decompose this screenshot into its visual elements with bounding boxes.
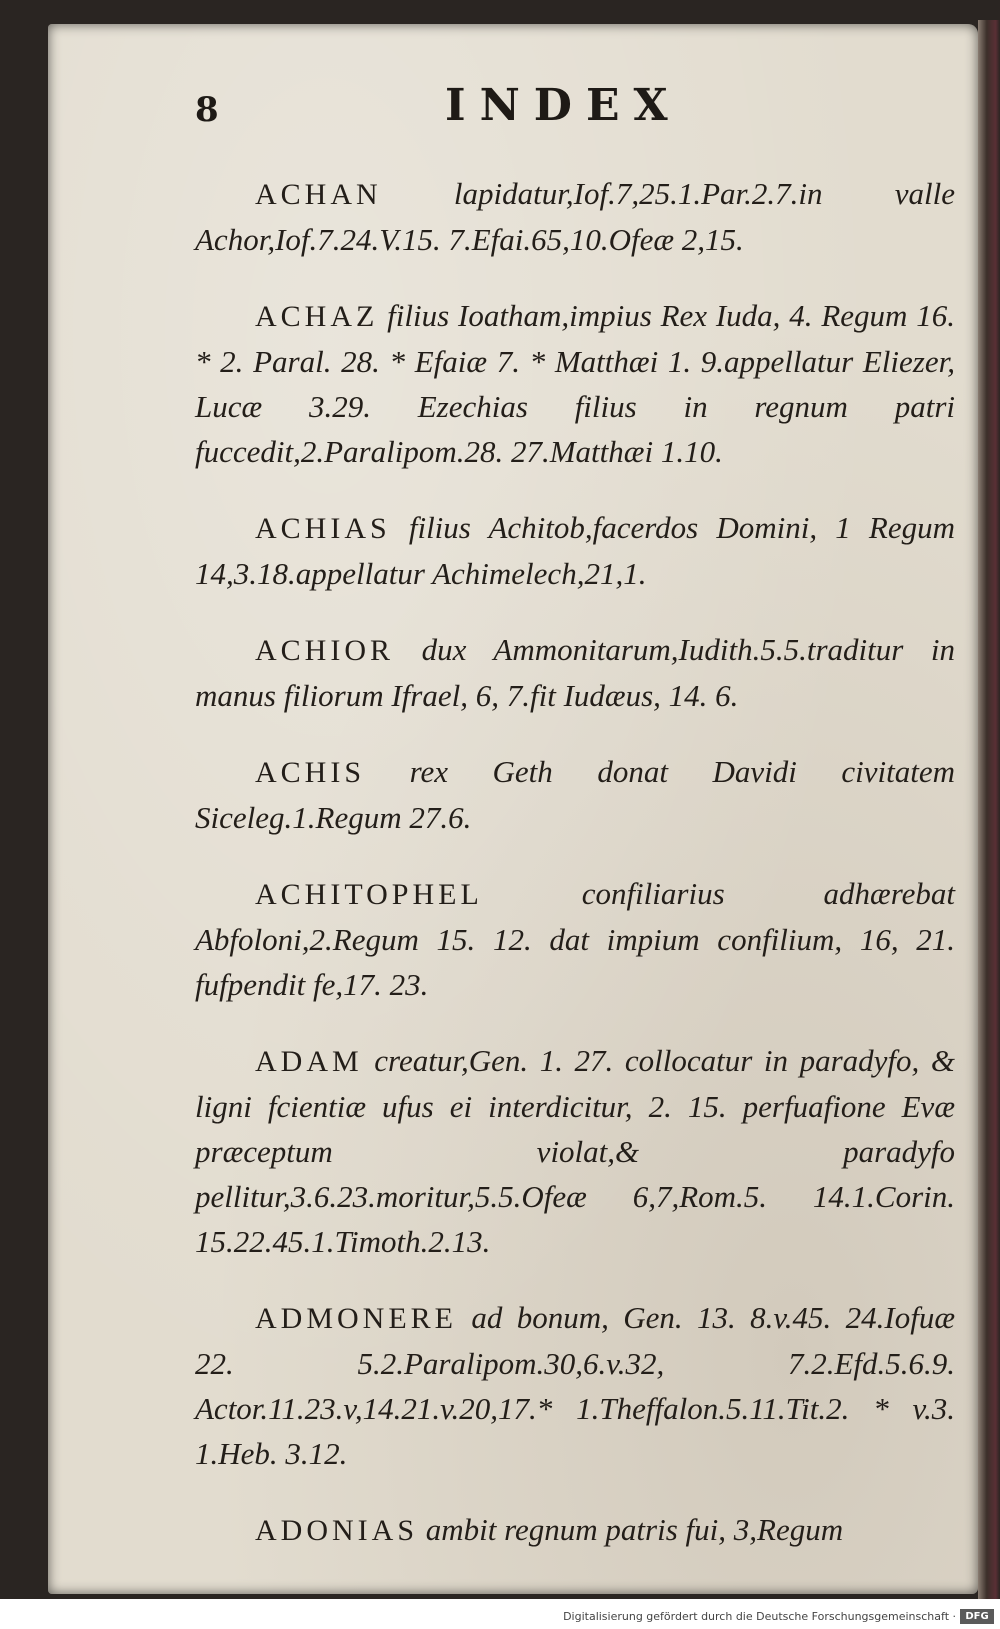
dfg-logo: DFG — [960, 1609, 994, 1624]
index-entries — [195, 140, 955, 1563]
index-entry — [195, 749, 955, 840]
entry-text: lapidatur,Iof.7,25.1.Par.2.7.in valle Achor,Iof.7.24.V.15. 7.Efai.65,10.Ofeæ 2,15. — [195, 176, 955, 257]
entry-head: ACHAZ — [255, 300, 379, 333]
entry-head: ACHAN — [255, 178, 382, 211]
index-entry — [195, 627, 955, 718]
entry-head: ADMONERE — [255, 1302, 457, 1335]
page-title: INDEX — [445, 80, 682, 131]
entry-head: ADONIAS — [255, 1514, 418, 1547]
entry-text: rex Geth donat Davidi civitatem Siceleg.1.Regum 27.6. — [195, 754, 956, 835]
running-head — [145, 60, 865, 130]
page-edge — [978, 20, 1000, 1610]
entry-head: ACHITOPHEL — [255, 878, 483, 911]
index-entry — [195, 871, 955, 1007]
entry-text: filius Ioatham,impius Rex Iuda, 4. Regum 16. * 2. Paral. 28. * Efaiæ 7. * Matthæi 1. 9.appellatur Eliezer, Lucæ 3.29. Ezechias filius in regnum patri fuccedit,2.Paralipom.28. 27.Matthæi 1.10. — [195, 298, 955, 469]
entry-text: confiliarius adhærebat Abfoloni,2.Regum 15. 12. dat impium confilium, 16, 21. fufpendit fe,17. 23. — [195, 876, 955, 1002]
index-entry — [195, 505, 955, 596]
index-entry — [195, 171, 955, 262]
entry-head: ACHIS — [255, 756, 366, 789]
entry-text: dux Ammonitarum,Iudith.5.5.traditur in manus filiorum Ifrael, 6, 7.fit Iudæus, 14. 6. — [195, 632, 956, 713]
entry-head: ACHIOR — [255, 634, 395, 667]
entry-head: ADAM — [255, 1045, 363, 1078]
entry-text: ambit regnum patris fui, 3,Regum — [425, 1512, 844, 1547]
entry-text: ad bonum, Gen. 13. 8.v.45. 24.Iofuæ 22. 5.2.Paralipom.30,6.v.32, 7.2.Efd.5.6.9. Actor.11.23.v,14.21.v.20,17.* 1.Theffalon.5.11.Tit.2. * v.3. 1.Heb. 3.12. — [195, 1300, 955, 1471]
footer-credit: Digitalisierung gefördert durch die Deutsche Forschungsgemeinschaft · — [563, 1610, 956, 1623]
footer-bar — [0, 1599, 1000, 1629]
index-entry — [195, 293, 955, 474]
index-entry — [195, 1507, 955, 1553]
index-entry — [195, 1295, 955, 1476]
index-entry — [195, 1038, 955, 1264]
entry-text: filius Achitob,facerdos Domini, 1 Regum 14,3.18.appellatur Achimelech,21,1. — [195, 510, 955, 591]
page-number: 8 — [195, 90, 219, 130]
entry-text: creatur,Gen. 1. 27. collocatur in paradyfo, & ligni fcientiæ ufus ei interdicitur, 2. 15. perfuafione Evæ præceptum violat,& paradyfo pellitur,3.6.23.moritur,5.5.Ofeæ 6,7,Rom.5. 14.1.Corin. 15.22.45.1.Timoth.2.13. — [195, 1043, 956, 1259]
entry-head: ACHIAS — [255, 512, 391, 545]
